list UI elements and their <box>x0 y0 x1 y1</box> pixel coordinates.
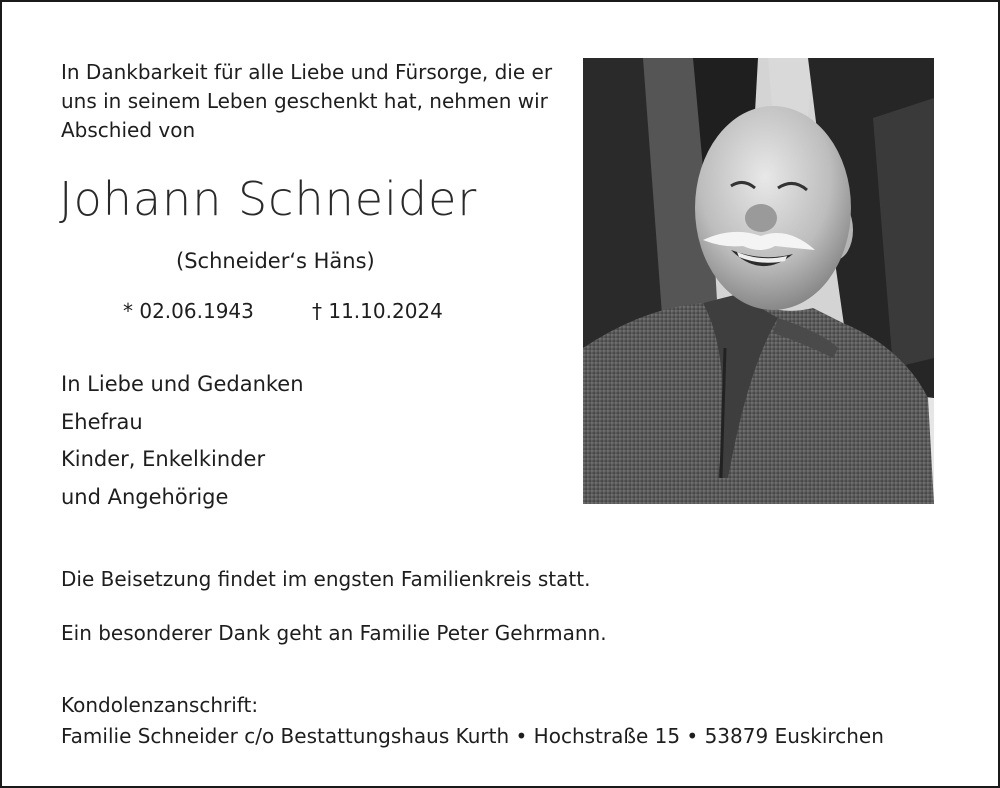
death-date: † 11.10.2024 <box>312 299 443 323</box>
portrait-photo <box>583 58 934 504</box>
deceased-name: Johann Schneider <box>59 172 478 226</box>
condolence-address <box>61 690 884 752</box>
intro-line: In Dankbarkeit für alle Liebe und Fürsorge, die er <box>61 60 553 84</box>
condolence-address-line: Familie Schneider c/o Bestattungshaus Kurth • Hochstraße 15 • 53879 Euskirchen <box>61 724 884 748</box>
burial-notice: Die Beisetzung findet im engsten Familienkreis statt. <box>61 567 591 591</box>
mourner-line: und Angehörige <box>61 484 229 509</box>
mourner-line: Ehefrau <box>61 409 143 434</box>
intro-line: Abschied von <box>61 118 196 142</box>
condolence-label: Kondolenzanschrift: <box>61 693 259 717</box>
mourner-line: In Liebe und Gedanken <box>61 372 304 396</box>
thanks-notice: Ein besonderer Dank geht an Familie Peter Gehrmann. <box>61 621 607 645</box>
birth-date: * 02.06.1943 <box>123 299 254 323</box>
intro-text <box>61 58 552 145</box>
mourner-line: Kinder, Enkelkinder <box>61 447 266 471</box>
intro-line: uns in seinem Leben geschenkt hat, nehmen wir <box>61 89 548 113</box>
deceased-nickname: (Schneider‘s Häns) <box>176 249 375 273</box>
mourners-list <box>61 366 304 516</box>
